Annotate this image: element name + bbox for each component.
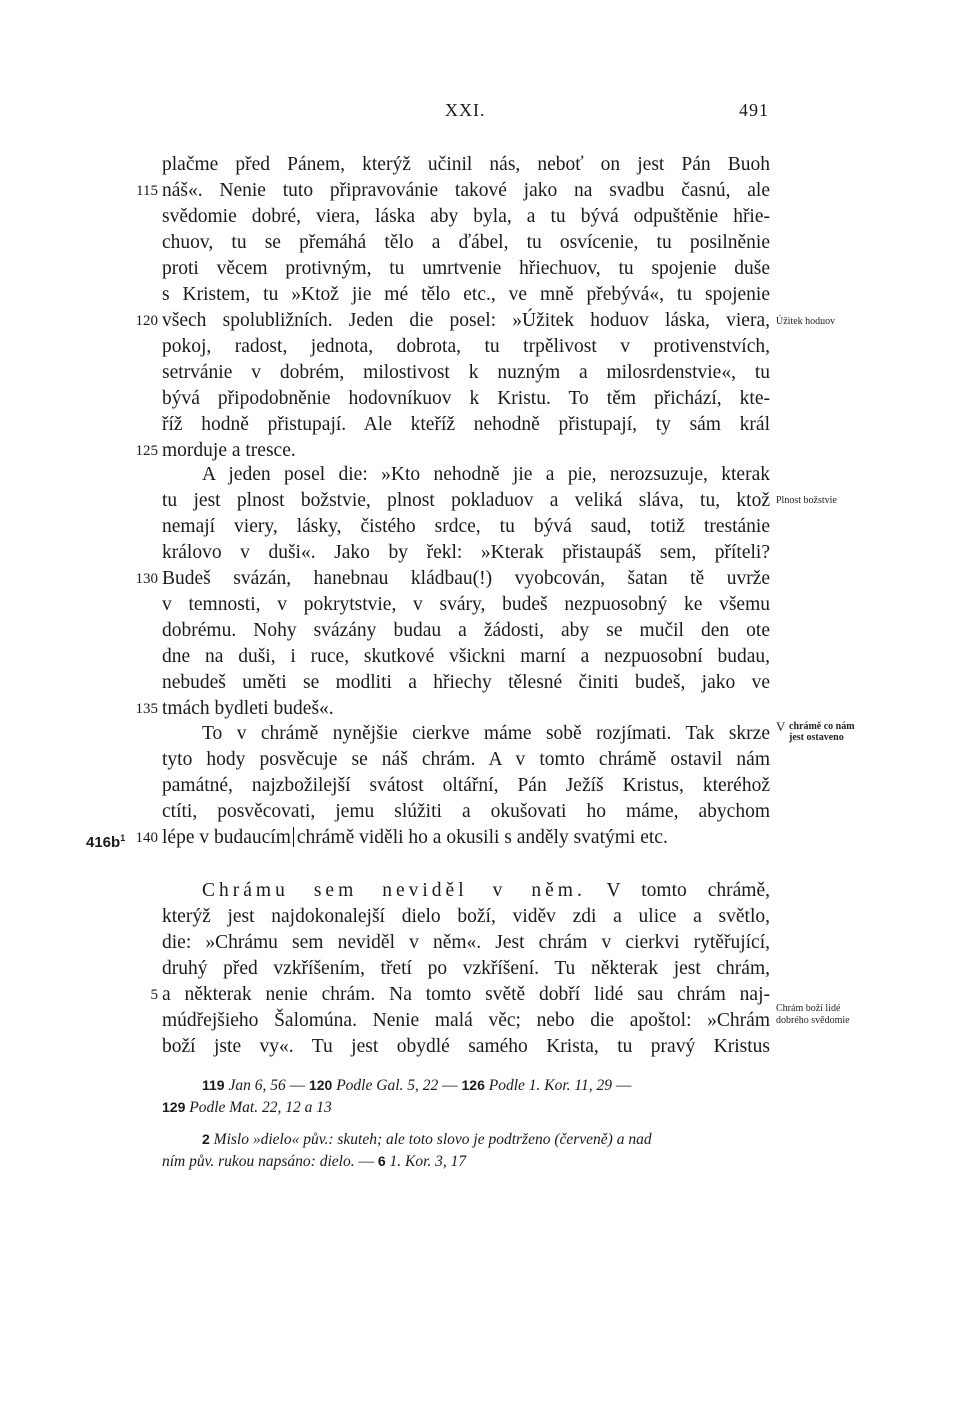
folio-label: 416b (86, 834, 121, 851)
footnote-ref: 1. Kor. 3, 17 (389, 1153, 467, 1170)
text-line: a některak nenie chrám. Na tomto světě dobří lidé sau chrám naj- (162, 984, 770, 1005)
text-line: tu jest plnost božstvie, plnost pokladuov a veliká sláva, tu, ktož (162, 490, 770, 511)
text-line: památné, najzbožilejší svátost oltářní, Pán Ježíš Kristus, kteréhož (162, 775, 770, 796)
text-line: pokoj, radost, jednota, dobrota, tu trpělivost v protivenstvích, (162, 336, 770, 357)
footnote-text: ním pův. rukou napsáno: dielo. (162, 1153, 355, 1170)
text-line: boží jste vy«. Tu jest obydlé samého Krista, tu pravý Kristus (162, 1036, 770, 1057)
text-line: die: »Chrámu sem neviděl v něm«. Jest chrám v cierkvi rytěřující, (162, 932, 770, 953)
text-segment: lépe v budaucím (162, 827, 291, 848)
text-line: bývá připodobněnie hodovníkuov k Kristu. To těm přichází, kte- (162, 388, 770, 409)
footnote-number: 119 (202, 1077, 225, 1093)
side-note: Chrám boží lidé (776, 1003, 841, 1014)
text-line: svědomie dobré, viera, láska aby byla, a tu bývá odpuštěnie hřie- (162, 206, 770, 227)
text-line: chuov, tu se přemáhá tělo a ďábel, tu osvícenie, tu posilněnie (162, 232, 770, 253)
text-line: kterýž jest najdokonalejší dielo boží, viděv zdi a ulice a světlo, (162, 906, 770, 927)
line-number: 135 (135, 701, 158, 717)
side-note: chrámě co nám (789, 721, 855, 732)
text-line: múdřejšieho Šalomúna. Nenie malá věc; nebo die apoštol: »Chrám (162, 1010, 770, 1031)
separator: — (289, 1077, 306, 1094)
footnote-number: 120 (308, 1077, 333, 1093)
text-line: plačme před Pánem, kterýž učinil nás, neboť on jest Pán Buoh (162, 154, 770, 175)
text-line (202, 878, 770, 904)
text-line: setrvánie v dobrém, milostivost k nuzným a milosrdenstvie«, tu (162, 362, 770, 383)
footnote-ref: Jan 6, 56 (228, 1077, 286, 1094)
text-line: tyto hody posvěcuje se náš chrám. A v tomto chrámě ostavil nám (162, 749, 770, 770)
line-number: 130 (135, 571, 158, 587)
text-line: říž hodně přistupají. Ale kteříž nehodně přistupají, ty sám král (162, 414, 770, 435)
side-note: Úžitek hoduov (776, 316, 836, 327)
line-number: 5 (150, 987, 158, 1003)
text-line: dobrému. Nohy svázány budau a žádosti, aby se mučil den ote (162, 620, 770, 641)
separator: — (615, 1077, 632, 1094)
side-note: jest ostaveno (789, 732, 844, 743)
text-line: dne na duši, i ruce, skutkové všickni marní a nezpuosobní budau, (162, 646, 770, 667)
text-line: A jeden posel die: »Kto nehodně jie a pie, nerozsuzuje, kterak (202, 464, 770, 485)
page-number: 491 (739, 100, 769, 120)
chapter-header: XXI. (445, 100, 486, 120)
text-segment: V tomto chrámě, (606, 880, 770, 901)
text-segment: chrámě viděli ho a okusili s anděly svatými etc. (296, 827, 668, 848)
text-line: morduje a tresce. (162, 440, 296, 461)
folio-mark (86, 825, 125, 856)
text-line: všech spolubližních. Jeden die posel: »Úžitek hoduov láska, viera, (162, 310, 770, 331)
footnote-line (202, 1074, 770, 1097)
text-line: náš«. Nenie tuto připravovánie takové jako na svadbu časnú, ale (162, 180, 770, 201)
text-line: To v chrámě nynějšie cierkve máme sobě rozjímati. Tak skrze (202, 723, 770, 744)
footnote-text: Mislo »dielo« pův.: skuteh; ale toto slovo je podtrženo (červeně) a nad (213, 1131, 652, 1148)
side-note: dobrého svědomie (776, 1015, 850, 1026)
separator: — (442, 1077, 458, 1094)
folio-break-mark (293, 827, 294, 847)
lemma-heading: Chrámu sem neviděl v něm. (202, 880, 586, 901)
footnote-line (162, 1150, 770, 1173)
separator: — (358, 1153, 374, 1170)
text-line: nebudeš uměti se modliti a hřiechy tělesné činiti budeš, jako ve (162, 672, 770, 693)
text-line: druhý před vzkříšením, třetí po vzkříšení. Tu některak jest chrám, (162, 958, 770, 979)
line-number: 125 (135, 443, 158, 459)
line-number: 140 (135, 830, 158, 846)
folio-superscript: 1 (120, 833, 126, 843)
footnote-line (202, 1128, 770, 1151)
text-line: tmách bydleti budeš«. (162, 698, 334, 719)
footnote-ref: Podle Mat. 22, 12 a 13 (189, 1099, 332, 1116)
text-line: v temnosti, v pokrytstvie, v sváry, budeš nezpuosobný ke všemu (162, 594, 770, 615)
footnote-ref: Podle Gal. 5, 22 (336, 1077, 439, 1094)
footnote-number: 2 (202, 1131, 210, 1147)
line-number: 115 (136, 183, 158, 199)
side-note-initial: V (776, 719, 786, 734)
text-line: s Kristem, tu »Ktož jie mé tělo etc., ve mně přebývá«, tu spojenie (162, 284, 770, 305)
text-line: Budeš svázán, hanebnau kládbau(!) vyobcován, šatan tě uvrže (162, 568, 770, 589)
footnote-ref: Podle 1. Kor. 11, 29 (488, 1077, 613, 1094)
footnote-line (162, 1096, 770, 1119)
text-line: proti věcem protivným, tu umrtvenie hřiechuov, tu spojenie duše (162, 258, 770, 279)
side-note: Plnost božstvie (776, 495, 837, 506)
text-line: nemají viery, lásky, čistého srdce, tu bývá saud, totiž trestánie (162, 516, 770, 537)
footnote-number: 6 (377, 1153, 386, 1169)
text-line: královo v duši«. Jako by řekl: »Kterak přistaupáš sem, příteli? (162, 542, 770, 563)
text-line: ctíti, posvěcovati, jemu slúžiti a okušovati ho máme, abychom (162, 801, 770, 822)
text-line (162, 825, 770, 851)
footnote-number: 129 (162, 1099, 186, 1115)
footnote-number: 126 (461, 1077, 485, 1093)
line-number: 120 (135, 313, 158, 329)
